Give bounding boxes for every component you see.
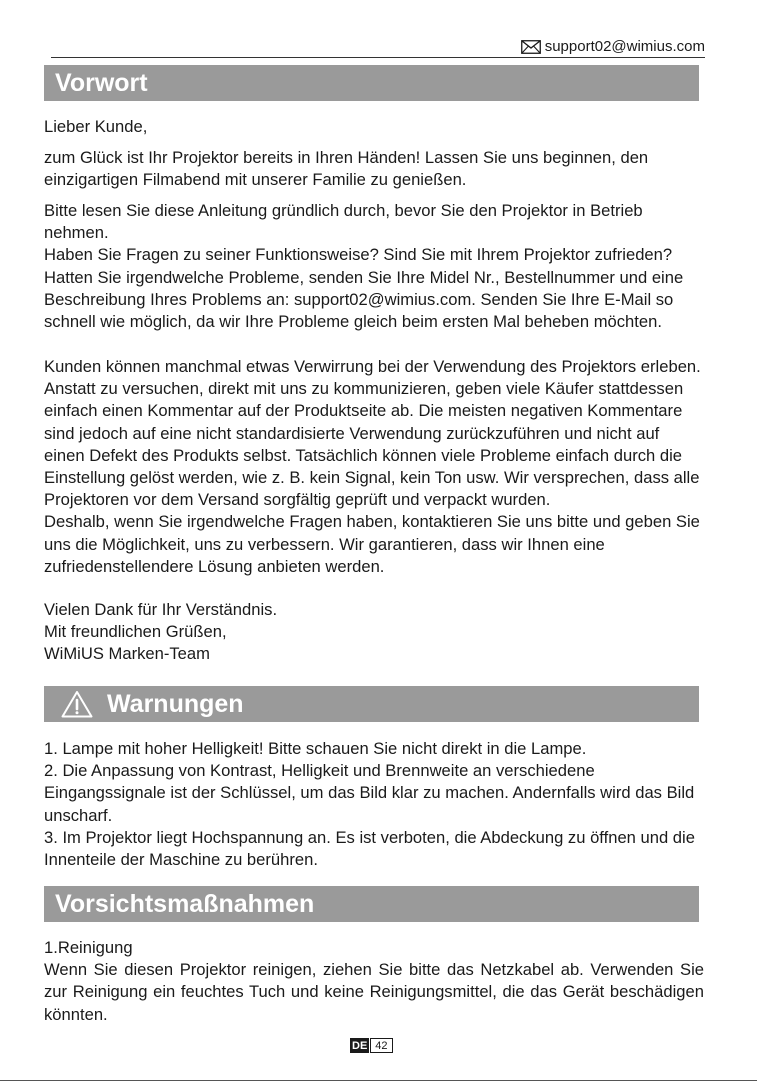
vorsicht-cleaning [44, 937, 704, 1026]
header-email [521, 38, 705, 55]
section-title: Vorwort [55, 68, 148, 97]
bottom-divider [0, 1080, 757, 1081]
section-heading-warnungen [44, 686, 699, 722]
paragraph: Kunden können manchmal etwas Verwirrung bei der Verwendung des Projektors erleben. Anstatt zu versuchen, direkt mit uns zu kommunizieren, geben viele Käufer stattdessen einfach einen Kommentar auf der Produktseite ab. Die meisten negativen Kommentare sind jedoch auf eine nicht standardisierte Verwendung zurückzuführen und nicht auf einen Defekt des Produkts selbst. Tatsächlich können viele Probleme einfach durch die Einstellung gelöst werden, wie z. B. kein Signal, kein Ton usw. Wir versprechen, dass alle Projektoren vor dem Versand sorgfältig geprüft und verpackt wurden. [44, 357, 701, 510]
language-badge: DE [352, 1039, 368, 1052]
paragraph: Bitte lesen Sie diese Anleitung gründlich durch, bevor Sie den Projektor in Betrieb nehmen. [44, 201, 643, 243]
section-heading-vorsichtsmassnahmen [44, 886, 699, 922]
vorwort-closing [44, 599, 704, 666]
paragraph: Haben Sie Fragen zu seiner Funktionsweise? Sind Sie mit Ihrem Projektor zufrieden? Hatten Sie irgendwelche Probleme, senden Sie Ihre Midel Nr., Bestellnummer und eine Beschreibung Ihres Problems an: support02@wimius.com. Senden Sie Ihre E-Mail so schnell wie möglich, da wir Ihre Probleme gleich beim ersten Mal beheben möchten. [44, 245, 684, 332]
paragraph: Wenn Sie diesen Projektor reinigen, ziehen Sie bitte das Netzkabel ab. Verwenden Sie zur Reinigung ein feuchtes Tuch und keine Reinigungsmittel, die das Gerät beschädigen könnten. [44, 960, 704, 1024]
vorwort-paragraph-2 [44, 200, 704, 333]
header-email-text: support02@wimius.com [544, 38, 705, 55]
page-number-badge [350, 1038, 393, 1053]
closing-line: WiMiUS Marken-Team [44, 644, 210, 664]
paragraph: Deshalb, wenn Sie irgendwelche Fragen haben, kontaktieren Sie uns bitte und geben Sie uns die Möglichkeit, uns zu verbessern. Wir garantieren, dass wir Ihnen eine zufriedenstellendere Lösung anbieten werden. [44, 512, 700, 576]
warning-triangle-icon [61, 690, 93, 718]
page-number: 42 [370, 1038, 392, 1053]
warnungen-list [44, 738, 704, 871]
paragraph: zum Glück ist Ihr Projektor bereits in Ihren Händen! Lassen Sie uns beginnen, den einzigartigen Filmabend mit unserer Familie zu genießen. [44, 148, 649, 190]
list-item: 1. Lampe mit hoher Helligkeit! Bitte schauen Sie nicht direkt in die Lampe. [44, 739, 587, 758]
vorwort-paragraph-1 [44, 147, 704, 191]
closing-line: Vielen Dank für Ihr Verständnis. [44, 600, 278, 619]
vorwort-greeting-block [44, 116, 704, 138]
vorwort-paragraph-3 [44, 356, 704, 578]
list-item: 3. Im Projektor liegt Hochspannung an. Es ist verboten, die Abdeckung zu öffnen und die Innenteile der Maschine zu berühren. [44, 827, 695, 870]
list-item: 2. Die Anpassung von Kontrast, Helligkeit und Brennweite an verschiedene Eingangssignale ist der Schlüssel, um das Bild klar zu machen. Andernfalls wird das Bild unscharf. [44, 761, 695, 825]
section-title: Vorsichtsmaßnahmen [55, 889, 315, 918]
section-heading-vorwort [44, 65, 699, 101]
header-divider [51, 57, 705, 58]
section-title: Warnungen [107, 689, 244, 718]
closing-line: Mit freundlichen Grüßen, [44, 622, 227, 642]
subheading: 1.Reinigung [44, 938, 133, 957]
envelope-icon [521, 40, 541, 54]
greeting: Lieber Kunde, [44, 117, 148, 136]
